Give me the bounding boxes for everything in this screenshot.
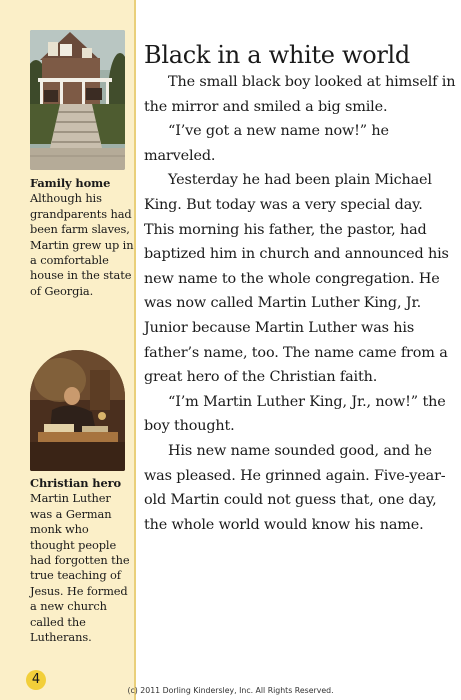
story-paragraph: “I’ve got a new name now!” he marveled.	[144, 123, 389, 164]
story-paragraph: His new name sounded good, and he was pleased. He grinned again. Five-year-old Martin could not guess that, one day, the whole world would know his name.	[144, 442, 446, 533]
christian-hero-caption	[30, 476, 134, 645]
story-text	[144, 70, 456, 537]
family-home-caption-text: Although his grandparents had been farm slaves, Martin grew up in a comfortable house in the state of Georgia.	[30, 191, 134, 298]
copyright-notice: (c) 2011 Dorling Kindersley, Inc. All Rights Reserved.	[127, 686, 334, 695]
christian-hero-caption-text: Martin Luther was a German monk who thought people had forgotten the true teaching of Jesus. He formed a new church called the Lutherans.	[30, 491, 130, 645]
story-column	[144, 40, 456, 537]
page-number-badge: 4	[26, 670, 46, 690]
family-home-photo	[30, 30, 125, 170]
family-home-caption-title: Family home	[30, 176, 111, 190]
sidebar-divider	[134, 0, 136, 700]
family-home-caption	[30, 176, 134, 299]
story-paragraph: The small black boy looked at himself in the mirror and smiled a big smile.	[144, 74, 456, 115]
story-paragraph: “I’m Martin Luther King, Jr., now!” the boy thought.	[144, 393, 446, 435]
martin-luther-painting	[30, 350, 125, 471]
story-paragraph: Yesterday he had been plain Michael King. But today was a very special day. This morning his father, the pastor, had baptized him in church and announced his new name to the whole congregation. He was now called Martin Luther King, Jr. Junior because Martin Luther was his father’s name, too. The name came from a great hero of the Christian faith.	[144, 172, 449, 386]
christian-hero-caption-title: Christian hero	[30, 476, 122, 490]
chapter-heading: Black in a white world	[144, 41, 410, 69]
